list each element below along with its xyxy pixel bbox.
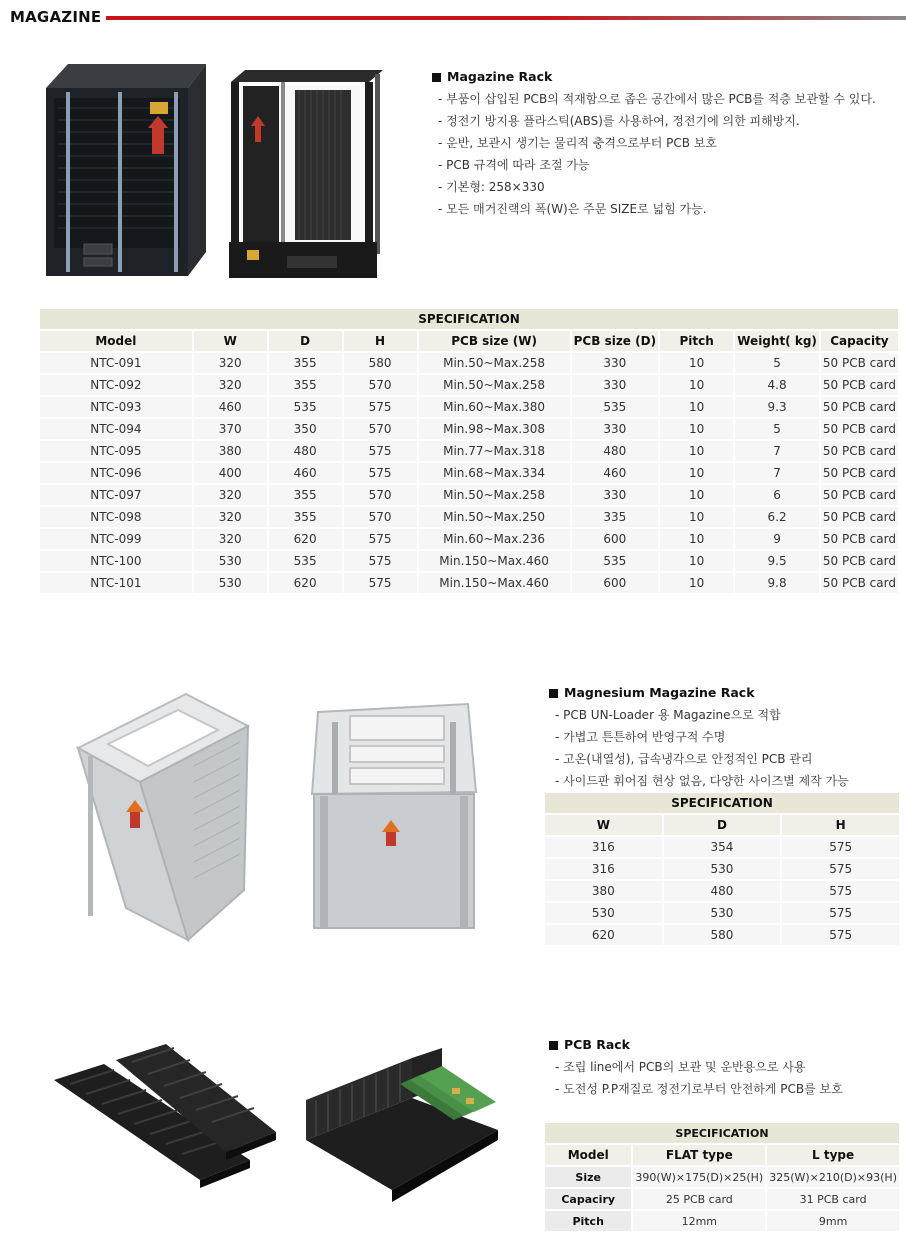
- table-row: [545, 837, 899, 857]
- column-header: PCB size (W): [419, 331, 570, 351]
- magazine-rack-heading: [432, 66, 876, 88]
- table-cell: NTC-096: [40, 463, 192, 483]
- table-cell: 316: [545, 837, 662, 857]
- table-cell: NTC-099: [40, 529, 192, 549]
- table-cell: 355: [269, 353, 342, 373]
- title-rule: [106, 16, 906, 20]
- magazine-rack-description: [432, 66, 876, 220]
- magazine-rack-title: Magazine Rack: [447, 69, 553, 84]
- pcb-rack-spec-table: [543, 1121, 901, 1233]
- table-cell: 575: [782, 837, 899, 857]
- table-cell: 9.8: [735, 573, 819, 593]
- pcb-rack-flat-photo: [50, 1040, 280, 1206]
- column-header: H: [782, 815, 899, 835]
- bullet-item: - 운반, 보관시 생기는 물리적 충격으로부터 PCB 보호: [438, 136, 717, 150]
- table-cell: 575: [782, 881, 899, 901]
- table-cell: 9.3: [735, 397, 819, 417]
- table-cell: 580: [664, 925, 781, 945]
- table-cell: 355: [269, 485, 342, 505]
- table-cell: 5: [735, 419, 819, 439]
- table-cell: 5: [735, 353, 819, 373]
- table-cell: Min.50~Max.258: [419, 485, 570, 505]
- table-cell: 530: [664, 903, 781, 923]
- table-cell: 10: [660, 419, 733, 439]
- table-row: [545, 925, 899, 945]
- table-cell: Min.50~Max.258: [419, 375, 570, 395]
- square-bullet-icon: [549, 689, 558, 698]
- magazine-rack-photo-2: [225, 66, 385, 284]
- table-cell: Min.50~Max.258: [419, 353, 570, 373]
- table-cell: 530: [194, 551, 267, 571]
- bullet-item: - 기본형: 258×330: [438, 180, 545, 194]
- table-cell: 350: [269, 419, 342, 439]
- table-row: [40, 485, 898, 505]
- table-cell: 50 PCB card: [821, 529, 898, 549]
- table-cell: 10: [660, 551, 733, 571]
- table-cell: 480: [572, 441, 658, 461]
- table-cell: 50 PCB card: [821, 463, 898, 483]
- table-cell: 460: [269, 463, 342, 483]
- table-cell: 620: [269, 529, 342, 549]
- bullet-item: - 사이드판 휘어짐 현상 없음, 다양한 사이즈별 제작 가능: [555, 774, 849, 788]
- table-cell: 535: [572, 397, 658, 417]
- table-cell: Min.150~Max.460: [419, 573, 570, 593]
- row-header-cell: Capaciry: [545, 1189, 631, 1209]
- magnesium-rack-photo-2: [308, 698, 480, 934]
- bullet-item: - 모든 매거진랙의 폭(W)은 주문 SIZE로 넓힘 가능.: [438, 202, 707, 216]
- table-cell: 380: [194, 441, 267, 461]
- spec-header-row: [545, 1145, 899, 1165]
- table-cell: 535: [269, 551, 342, 571]
- pcb-rack-title: PCB Rack: [564, 1037, 630, 1052]
- column-header: Model: [545, 1145, 631, 1165]
- table-cell: 390(W)×175(D)×25(H): [633, 1167, 765, 1187]
- table-cell: NTC-097: [40, 485, 192, 505]
- table-cell: 10: [660, 375, 733, 395]
- table-cell: 335: [572, 507, 658, 527]
- table-cell: 575: [782, 859, 899, 879]
- pcb-rack-description: [549, 1034, 843, 1100]
- square-bullet-icon: [549, 1041, 558, 1050]
- table-cell: 50 PCB card: [821, 485, 898, 505]
- table-cell: 355: [269, 375, 342, 395]
- table-cell: 480: [269, 441, 342, 461]
- table-cell: 325(W)×210(D)×93(H): [767, 1167, 899, 1187]
- bullet-item: - PCB 규격에 따라 조절 가능: [438, 158, 590, 172]
- table-cell: 7: [735, 441, 819, 461]
- table-cell: 7: [735, 463, 819, 483]
- column-header: Weight( kg): [735, 331, 819, 351]
- table-cell: 10: [660, 353, 733, 373]
- table-cell: 570: [344, 375, 417, 395]
- bullet-item: - 조립 line에서 PCB의 보관 및 운반용으로 사용: [555, 1060, 806, 1074]
- column-header: D: [269, 331, 342, 351]
- magnesium-rack-photo-1: [68, 686, 254, 944]
- table-cell: Min.150~Max.460: [419, 551, 570, 571]
- table-cell: 620: [269, 573, 342, 593]
- table-cell: 330: [572, 485, 658, 505]
- table-cell: 25 PCB card: [633, 1189, 765, 1209]
- spec-header-row: [40, 331, 898, 351]
- table-cell: 575: [344, 463, 417, 483]
- column-header: Model: [40, 331, 192, 351]
- table-cell: 9: [735, 529, 819, 549]
- table-cell: NTC-091: [40, 353, 192, 373]
- table-cell: 10: [660, 573, 733, 593]
- table-row: [545, 1167, 899, 1187]
- table-cell: 50 PCB card: [821, 397, 898, 417]
- table-cell: 354: [664, 837, 781, 857]
- table-cell: 31 PCB card: [767, 1189, 899, 1209]
- table-cell: 370: [194, 419, 267, 439]
- table-cell: NTC-093: [40, 397, 192, 417]
- table-cell: 575: [344, 529, 417, 549]
- square-bullet-icon: [432, 73, 441, 82]
- bullet-item: - 가볍고 튼튼하여 반영구적 수명: [555, 730, 726, 744]
- table-cell: 50 PCB card: [821, 353, 898, 373]
- row-header-cell: Size: [545, 1167, 631, 1187]
- table-cell: 330: [572, 353, 658, 373]
- table-cell: 570: [344, 507, 417, 527]
- table-cell: 460: [572, 463, 658, 483]
- table-cell: Min.68~Max.334: [419, 463, 570, 483]
- table-row: [40, 529, 898, 549]
- column-header: Capacity: [821, 331, 898, 351]
- table-cell: 320: [194, 375, 267, 395]
- bullet-item: - PCB UN-Loader 용 Magazine으로 적합: [555, 708, 781, 722]
- table-cell: NTC-100: [40, 551, 192, 571]
- table-cell: NTC-094: [40, 419, 192, 439]
- magazine-rack-photo-1: [38, 58, 210, 286]
- table-row: [545, 903, 899, 923]
- table-cell: 580: [344, 353, 417, 373]
- table-cell: 575: [782, 903, 899, 923]
- magazine-rack-spec-table: [38, 307, 900, 595]
- table-cell: 530: [194, 573, 267, 593]
- column-header: H: [344, 331, 417, 351]
- column-header: FLAT type: [633, 1145, 765, 1165]
- table-cell: 575: [782, 925, 899, 945]
- table-cell: 10: [660, 507, 733, 527]
- table-cell: 400: [194, 463, 267, 483]
- table-cell: 330: [572, 419, 658, 439]
- table-cell: 570: [344, 485, 417, 505]
- table-cell: 320: [194, 353, 267, 373]
- table-cell: 535: [269, 397, 342, 417]
- table-row: [40, 463, 898, 483]
- table-cell: 50 PCB card: [821, 507, 898, 527]
- table-cell: 4.8: [735, 375, 819, 395]
- spec-table-title: SPECIFICATION: [545, 1123, 899, 1143]
- table-cell: 10: [660, 485, 733, 505]
- table-cell: 600: [572, 573, 658, 593]
- table-row: [40, 419, 898, 439]
- table-cell: 600: [572, 529, 658, 549]
- table-cell: Min.60~Max.236: [419, 529, 570, 549]
- spec-table-title: SPECIFICATION: [40, 309, 898, 329]
- table-cell: 50 PCB card: [821, 551, 898, 571]
- page-header: [0, 0, 906, 34]
- page-title: MAGAZINE: [10, 8, 102, 26]
- table-cell: 575: [344, 573, 417, 593]
- table-cell: 355: [269, 507, 342, 527]
- table-cell: Min.98~Max.308: [419, 419, 570, 439]
- table-cell: 9mm: [767, 1211, 899, 1231]
- table-cell: 50 PCB card: [821, 375, 898, 395]
- table-cell: 480: [664, 881, 781, 901]
- pcb-rack-l-type-photo: [302, 1040, 502, 1212]
- table-cell: 10: [660, 463, 733, 483]
- table-row: [545, 881, 899, 901]
- table-cell: 570: [344, 419, 417, 439]
- table-cell: 535: [572, 551, 658, 571]
- table-cell: NTC-101: [40, 573, 192, 593]
- row-header-cell: Pitch: [545, 1211, 631, 1231]
- table-row: [40, 441, 898, 461]
- table-cell: 320: [194, 529, 267, 549]
- table-cell: 620: [545, 925, 662, 945]
- table-cell: 6: [735, 485, 819, 505]
- table-cell: 575: [344, 441, 417, 461]
- table-cell: 575: [344, 397, 417, 417]
- table-row: [40, 573, 898, 593]
- column-header: W: [545, 815, 662, 835]
- table-cell: 530: [545, 903, 662, 923]
- table-cell: 50 PCB card: [821, 441, 898, 461]
- table-cell: 12mm: [633, 1211, 765, 1231]
- table-row: [40, 375, 898, 395]
- column-header: W: [194, 331, 267, 351]
- table-cell: 6.2: [735, 507, 819, 527]
- table-cell: 320: [194, 485, 267, 505]
- column-header: L type: [767, 1145, 899, 1165]
- table-cell: Min.50~Max.250: [419, 507, 570, 527]
- spec-table-title: SPECIFICATION: [545, 793, 899, 813]
- table-cell: 460: [194, 397, 267, 417]
- table-cell: Min.77~Max.318: [419, 441, 570, 461]
- table-cell: 9.5: [735, 551, 819, 571]
- table-row: [40, 507, 898, 527]
- bullet-item: - 정전기 방지용 플라스틱(ABS)를 사용하여, 정전기에 의한 피해방지.: [438, 114, 800, 128]
- table-row: [545, 1189, 899, 1209]
- table-cell: 50 PCB card: [821, 419, 898, 439]
- magnesium-rack-spec-table: [543, 791, 901, 947]
- table-row: [40, 397, 898, 417]
- pcb-rack-heading: [549, 1034, 843, 1056]
- magnesium-rack-description: [549, 682, 849, 792]
- column-header: D: [664, 815, 781, 835]
- table-row: [545, 1211, 899, 1231]
- table-cell: 575: [344, 551, 417, 571]
- table-cell: 530: [664, 859, 781, 879]
- bullet-item: - 부품이 삽입된 PCB의 적재함으로 좁은 공간에서 많은 PCB를 적층 보관할 수 있다.: [438, 92, 876, 106]
- table-cell: NTC-095: [40, 441, 192, 461]
- bullet-item: - 도전성 P.P재질로 정전기로부터 안전하게 PCB를 보호: [555, 1082, 843, 1096]
- table-row: [545, 859, 899, 879]
- spec-header-row: [545, 815, 899, 835]
- table-cell: 10: [660, 441, 733, 461]
- table-cell: NTC-092: [40, 375, 192, 395]
- table-cell: 320: [194, 507, 267, 527]
- table-row: [40, 353, 898, 373]
- magnesium-rack-heading: [549, 682, 849, 704]
- table-cell: 330: [572, 375, 658, 395]
- table-row: [40, 551, 898, 571]
- column-header: Pitch: [660, 331, 733, 351]
- column-header: PCB size (D): [572, 331, 658, 351]
- table-cell: NTC-098: [40, 507, 192, 527]
- table-cell: 10: [660, 529, 733, 549]
- table-cell: 316: [545, 859, 662, 879]
- table-cell: 10: [660, 397, 733, 417]
- bullet-item: - 고온(내열성), 급속냉각으로 안정적인 PCB 관리: [555, 752, 813, 766]
- magnesium-rack-title: Magnesium Magazine Rack: [564, 685, 755, 700]
- table-cell: 380: [545, 881, 662, 901]
- table-cell: Min.60~Max.380: [419, 397, 570, 417]
- table-cell: 50 PCB card: [821, 573, 898, 593]
